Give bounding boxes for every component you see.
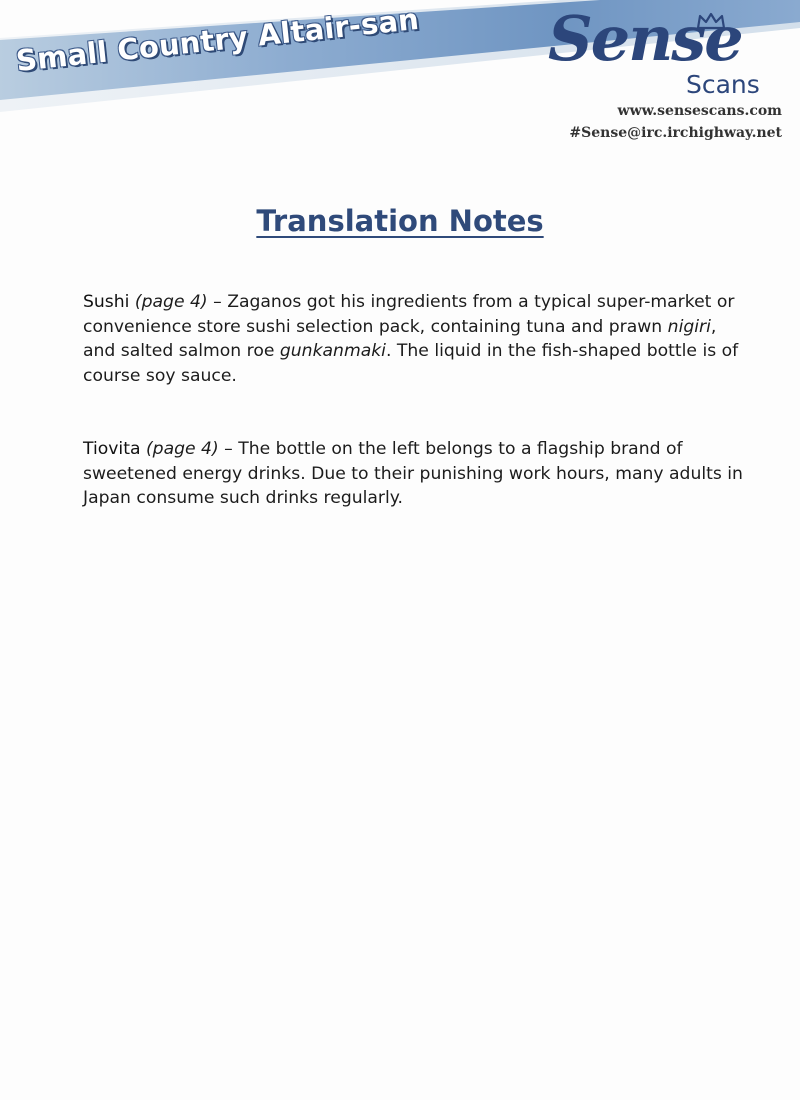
note-term: Tiovita [83, 439, 141, 459]
logo-wordmark: Sense [548, 2, 742, 75]
scanlation-logo [546, 2, 786, 156]
note-page-ref: (page 4) [134, 292, 208, 312]
page-title: Translation Notes [256, 204, 544, 238]
note-term: Sushi [83, 292, 130, 312]
note-italic-term: gunkanmaki [279, 341, 386, 361]
note-text: . The liquid in the fish-shaped bottle is of course soy sauce. [83, 341, 739, 386]
note-italic-term: nigiri [667, 316, 711, 337]
note-text: Zaganos got his ingredients from a typical super-market or convenience store sushi selection pack, containing tuna and prawn [83, 292, 735, 337]
note-sushi [83, 290, 743, 388]
page-title-wrap [0, 204, 800, 238]
series-title: Small Country Altair-san [14, 1, 421, 78]
crown-icon [696, 12, 726, 30]
note-text: The bottle on the left belongs to a flagship brand of sweetened energy drinks. Due to their punishing work hours, many adults in Japan consume such drinks regularly. [83, 439, 743, 508]
note-page-ref: (page 4) [145, 439, 219, 459]
note-dash: – [207, 292, 228, 312]
note-tiovita [83, 437, 743, 511]
irc-channel: #Sense@irc.irchighway.net [569, 125, 782, 141]
note-text: , and salted salmon roe [83, 316, 717, 361]
logo-subtitle: Scans [686, 70, 760, 99]
note-dash: – [218, 439, 239, 459]
website-link[interactable]: www.sensescans.com [617, 103, 782, 119]
